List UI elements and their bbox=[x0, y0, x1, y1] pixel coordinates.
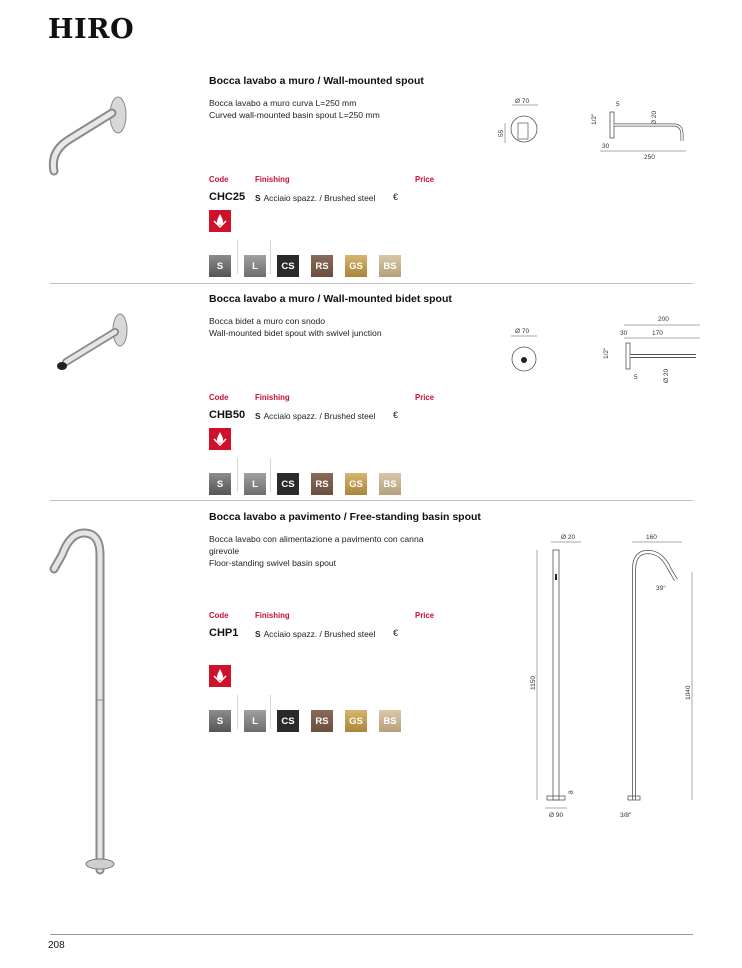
finish-separator bbox=[270, 240, 271, 274]
finish-swatch-cs: CS bbox=[277, 255, 299, 277]
product-image-floor-spout bbox=[48, 525, 123, 880]
svg-text:Ø 90: Ø 90 bbox=[549, 812, 564, 819]
finish-separator bbox=[270, 458, 271, 492]
finish-swatch-cs: CS bbox=[277, 473, 299, 495]
finish-swatch-rs: RS bbox=[311, 473, 333, 495]
product-image-bidet-spout bbox=[50, 312, 135, 377]
svg-text:39°: 39° bbox=[656, 585, 666, 592]
finish-swatch-bs: BS bbox=[379, 473, 401, 495]
finishing-value: S Acciaio spazz. / Brushed steel bbox=[255, 193, 376, 203]
section-divider bbox=[50, 283, 693, 284]
finish-swatch-rs: RS bbox=[311, 255, 333, 277]
header-code: Code bbox=[209, 393, 229, 402]
svg-text:8: 8 bbox=[568, 790, 575, 794]
header-price: Price bbox=[415, 175, 435, 184]
svg-text:Ø 20: Ø 20 bbox=[663, 368, 670, 383]
finish-swatch-cs: CS bbox=[277, 710, 299, 732]
svg-text:160: 160 bbox=[646, 534, 657, 541]
svg-text:Ø 20: Ø 20 bbox=[651, 110, 658, 125]
product-code: CHC25 bbox=[209, 191, 246, 203]
svg-text:1/2": 1/2" bbox=[591, 113, 598, 125]
price-value: € bbox=[393, 410, 399, 420]
header-code: Code bbox=[209, 611, 229, 620]
svg-text:1/2": 1/2" bbox=[603, 347, 610, 359]
technical-drawing-side bbox=[596, 313, 706, 388]
product-title: Bocca lavabo a pavimento / Free-standing basin spout bbox=[209, 511, 481, 523]
finish-separator bbox=[237, 240, 238, 274]
svg-text:170: 170 bbox=[652, 330, 663, 337]
header-code: Code bbox=[209, 175, 229, 184]
brand-logo: HIRO bbox=[48, 14, 135, 45]
technical-drawing-front bbox=[525, 530, 585, 825]
finish-swatch-s: S bbox=[209, 255, 231, 277]
product-description: Bocca lavabo con alimentazione a pavimento con canna girevole Floor-standing swivel basin spout bbox=[209, 534, 424, 568]
finish-swatch-l: L bbox=[244, 255, 266, 277]
finish-separator bbox=[237, 695, 238, 729]
product-image-wall-spout bbox=[40, 95, 140, 180]
header-finishing: Finishing bbox=[255, 611, 290, 620]
price-value: € bbox=[393, 628, 399, 638]
finish-separator bbox=[237, 458, 238, 492]
svg-text:30: 30 bbox=[602, 143, 610, 150]
finish-swatch-rs: RS bbox=[311, 710, 333, 732]
section-divider bbox=[50, 500, 693, 501]
technical-drawing-side bbox=[586, 95, 696, 160]
finish-swatch-gs: GS bbox=[345, 710, 367, 732]
finishing-value: S Acciaio spazz. / Brushed steel bbox=[255, 411, 376, 421]
technical-drawing-side bbox=[612, 530, 702, 825]
technical-drawing-front bbox=[498, 95, 558, 150]
svg-text:1040: 1040 bbox=[685, 685, 692, 700]
header-price: Price bbox=[415, 393, 435, 402]
finish-swatch-s: S bbox=[209, 710, 231, 732]
finish-swatch-gs: GS bbox=[345, 473, 367, 495]
finish-swatch-l: L bbox=[244, 710, 266, 732]
svg-text:200: 200 bbox=[658, 316, 669, 323]
product-title: Bocca lavabo a muro / Wall-mounted bidet spout bbox=[209, 293, 452, 305]
price-value: € bbox=[393, 192, 399, 202]
svg-text:5: 5 bbox=[616, 101, 620, 108]
finish-swatch-bs: BS bbox=[379, 710, 401, 732]
header-finishing: Finishing bbox=[255, 175, 290, 184]
finish-swatch-gs: GS bbox=[345, 255, 367, 277]
footer-divider bbox=[50, 934, 693, 935]
product-code: CHB50 bbox=[209, 409, 246, 421]
svg-text:Ø 70: Ø 70 bbox=[515, 98, 530, 105]
svg-text:55: 55 bbox=[498, 129, 505, 137]
svg-text:Ø 20: Ø 20 bbox=[561, 534, 576, 541]
finish-swatch-bs: BS bbox=[379, 255, 401, 277]
water-saving-icon bbox=[209, 428, 231, 450]
finish-swatch-l: L bbox=[244, 473, 266, 495]
finish-swatch-s: S bbox=[209, 473, 231, 495]
header-price: Price bbox=[415, 611, 435, 620]
water-saving-icon bbox=[209, 665, 231, 687]
svg-text:1150: 1150 bbox=[530, 676, 537, 690]
product-code: CHP1 bbox=[209, 627, 239, 639]
finish-separator bbox=[270, 695, 271, 729]
svg-text:250: 250 bbox=[644, 154, 655, 161]
product-description: Bocca bidet a muro con snodo Wall-mounted bidet spout with swivel junction bbox=[209, 316, 382, 338]
water-saving-icon bbox=[209, 210, 231, 232]
technical-drawing-front bbox=[505, 325, 550, 375]
header-finishing: Finishing bbox=[255, 393, 290, 402]
svg-text:3/8": 3/8" bbox=[620, 812, 632, 819]
product-title: Bocca lavabo a muro / Wall-mounted spout bbox=[209, 75, 424, 87]
svg-text:Ø 70: Ø 70 bbox=[515, 328, 530, 335]
product-description: Bocca lavabo a muro curva L=250 mm Curved wall-mounted basin spout L=250 mm bbox=[209, 98, 380, 120]
svg-text:30: 30 bbox=[620, 330, 628, 337]
svg-text:5: 5 bbox=[634, 374, 638, 381]
finishing-value: S Acciaio spazz. / Brushed steel bbox=[255, 629, 376, 639]
page-number: 208 bbox=[48, 940, 65, 951]
